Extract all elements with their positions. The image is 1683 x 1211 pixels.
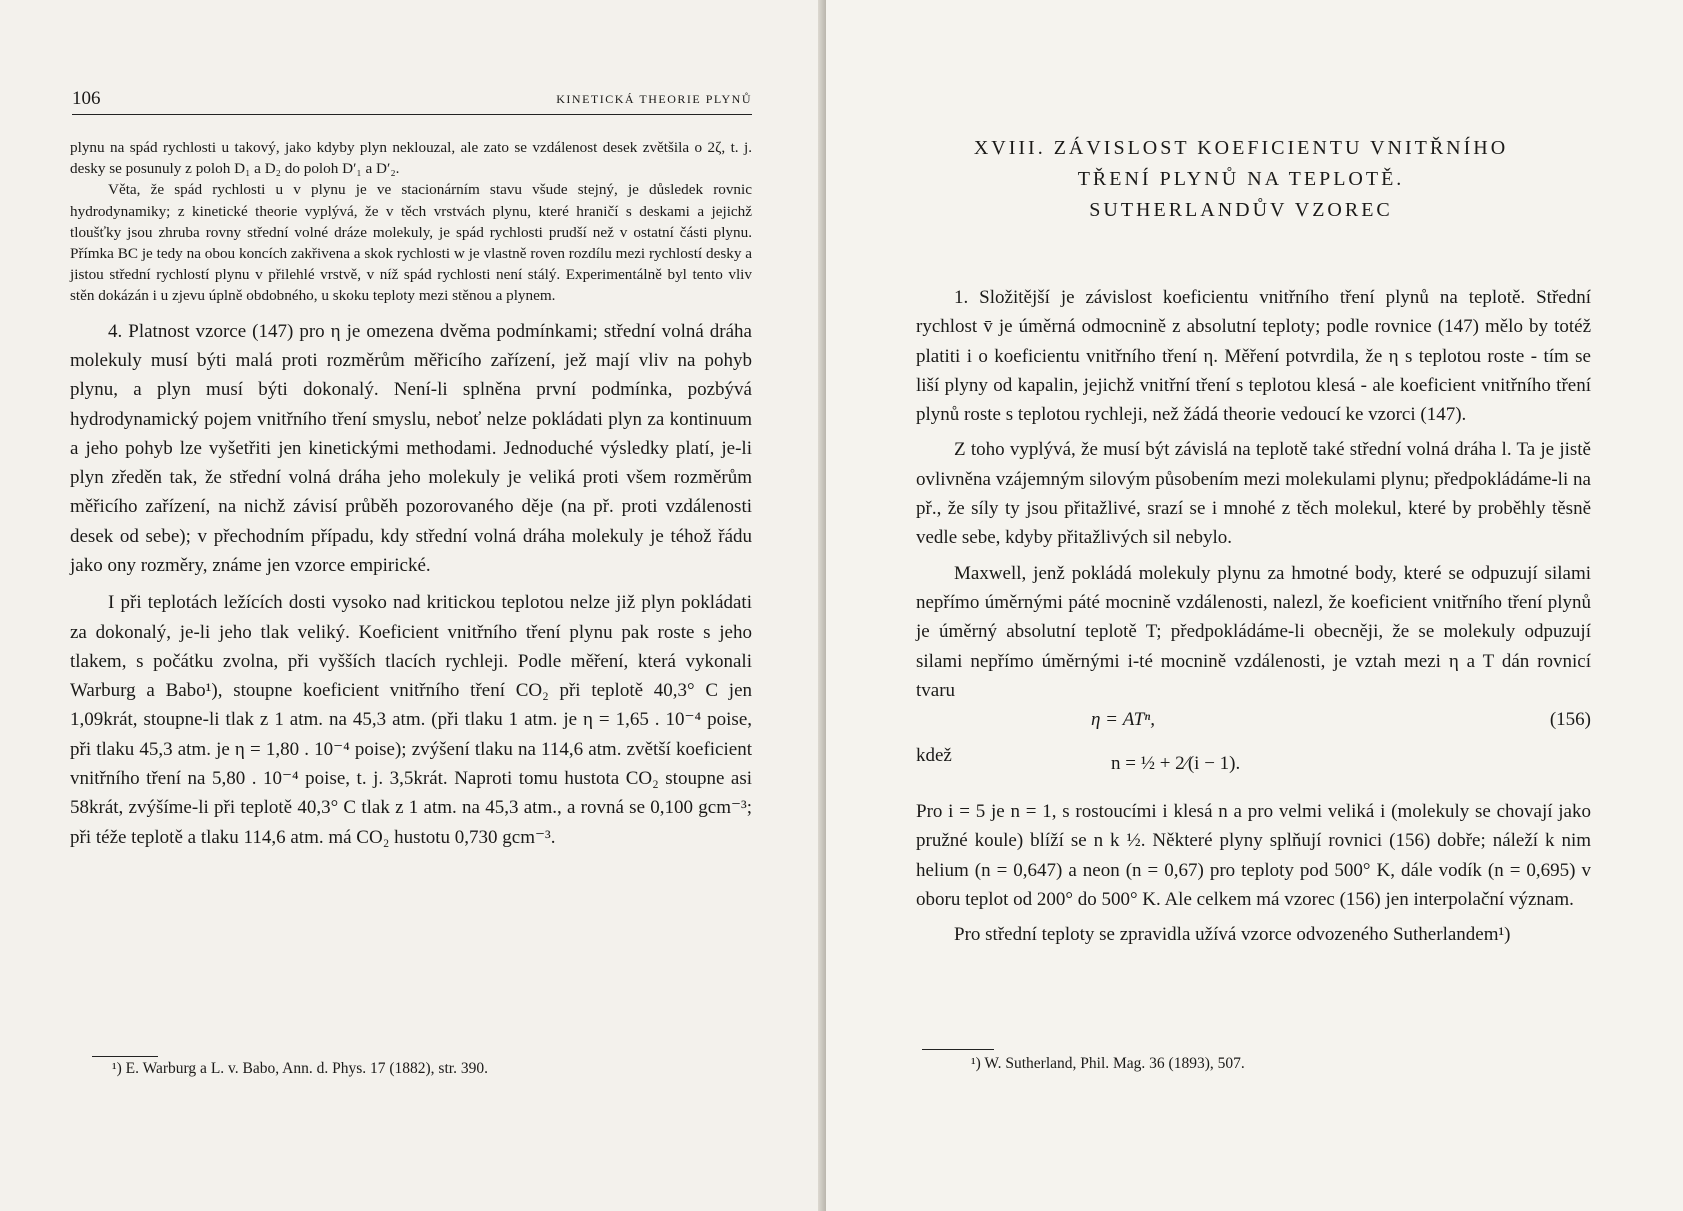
footnote-left: ¹) E. Warburg a L. v. Babo, Ann. d. Phys. 17 (1882), str. 390.	[112, 1060, 488, 1077]
right-body	[916, 283, 1591, 950]
paragraph-sutherland: Pro střední teploty se zpravidla užívá vzorce odvozeného Sutherlandem¹)	[954, 924, 1511, 946]
chapter-title	[896, 133, 1586, 226]
right-page	[826, 0, 1683, 1211]
chapter-title-line-1: XVIII. ZÁVISLOST KOEFICIENTU VNITŘNÍHO	[973, 137, 1509, 159]
footnote-right: ¹) W. Sutherland, Phil. Mag. 36 (1893), 507.	[971, 1055, 1245, 1072]
paragraph-small-2: Věta, že spád rychlosti u v plynu je ve stacionárním stavu všude stejný, je důsledek rovnic hydrodynamiky; z kinetické theorie vyplývá, že v těch vrstvách plynu, které hraničí s deskami a jejichž tloušťky jsou zhruba rovny střední volné dráze molekuly, je spád rychlosti prudší než v ostatní části plynu. Přímka BC je tedy na obou koncích zakřivena a skok rychlosti w je vlastně roven rozdílu mezi rychlostí desky a jistou střední rychlostí plynu v přilehlé vrstvě, v níž spád rychlosti není stálý. Experimentálně byl tento vliv stěn dokázán i u zjevu úplně obdobného, u skoku teploty mezi stěnou a plynem.	[70, 181, 752, 305]
chapter-title-line-2: TŘENÍ PLYNŮ NA TEPLOTĚ.	[1077, 168, 1405, 190]
equation-156-row	[916, 705, 1591, 739]
kdez-label: kdež	[916, 745, 952, 767]
chapter-title-line-3: SUTHERLANDŮV VZOREC	[1089, 199, 1393, 221]
running-head	[72, 88, 752, 115]
paragraph-maxwell: Maxwell, jenž pokládá molekuly plynu za hmotné body, které se odpuzují silami nepřímo úměrnými páté mocnině vzdálenosti, nalezl, že koeficient vnitřního tření plynů je úměrný absolutní teplotě T; předpokládáme-li obecněji, že se molekuly odpuzují silami nepřímo úměrnými i-té mocnině vzdálenosti, je vztah mezi η a T dán rovnicí tvaru	[916, 562, 1591, 701]
paragraph-mean-free-path: Z toho vyplývá, že musí být závislá na teplotě také střední volná dráha l. Ta je jistě ovlivněna vzájemným silovým působením mezi molekulami plynu; předpokládáme-li na př., že síly ty jsou přitažlivé, srazí se i mnohé z těch molekul, které by proběhly těsně vedle sebe, kdyby přitažlivých sil nebylo.	[916, 439, 1591, 549]
paragraph-4: 4. Platnost vzorce (147) pro η je omezena dvěma podmínkami; střední volná dráha molekuly musí býti malá proti rozměrům měřicího zařízení, jež mají vliv na pohyb plynu, a plyn musí býti dokonalý. Není-li splněna první podmínka, pozbývá hydrodynamický pojem vnitřního tření smyslu, neboť nelze pokládati plyn za kontinuum a jeho pohyb lze vyšetřiti jen kinetickými methodami. Jednoduché výsledky platí, je-li plyn zředěn tak, že střední volná dráha jeho molekuly je veliká proti všem rozměrům měřicího zařízení, na nichž závisí průběh pozorovaného děje (na př. proti vzdálenosti desek od sebe); v přechodním případu, kdy střední volná dráha molekuly je téhož řádu jako ony rozměry, známe jen vzorce empirické.	[70, 320, 752, 576]
left-page	[0, 0, 826, 1211]
running-title: KINETICKÁ THEORIE PLYNŮ	[556, 92, 752, 106]
footnote-rule-right	[922, 1049, 994, 1050]
paragraph-pressure: I při teplotách ležících dosti vysoko nad kritickou teplotou nelze již plyn pokládati za dokonalý, je-li jeho tlak veliký. Koeficient vnitřního tření plynu pak roste s jeho tlakem, s počátku zvolna, při vyšších tlacích rychleji. Podle měření, která vykonali Warburg a Babo¹), stoupne koeficient vnitřního tření CO₂ při teplotě 40,3° C jen 1,09krát, stoupne-li tlak z 1 atm. na 45,3 atm. (při tlaku 1 atm. je η = 1,65 . 10⁻⁴ poise, při tlaku 45,3 atm. je η = 1,80 . 10⁻⁴ poise); zvýšení tlaku na 114,6 atm. zvětší koeficient vnitřního tření na 5,80 . 10⁻⁴ poise, t. j. 3,5krát. Naproti tomu hustota CO₂ stoupne asi 58krát, zvýšíme-li při teplotě 40,3° C tlak z 1 atm. na 45,3 atm., a rovná se 0,100 gcm⁻³; při téže teplotě a tlaku 114,6 atm. má CO₂ hustotu 0,730 gcm⁻³.	[70, 592, 752, 848]
page-number: 106	[72, 88, 101, 109]
paragraph-small-1: plynu na spád rychlosti u takový, jako kdyby plyn neklouzal, ale zato se vzdálenost desek zvětšila o 2ζ, t. j. desky se posunuly z poloh D₁ a D₂ do poloh D′₁ a D′₂.	[70, 139, 752, 178]
paragraph-gases: Pro i = 5 je n = 1, s rostoucími i klesá n a pro velmi veliká i (molekuly se chovají jako pružné koule) blíží se n k ½. Některé plyny splňují rovnici (156) dobře; náleží k nim helium (n = 0,647) a neon (n = 0,67) pro teploty pod 500° K, dále vodík (n = 0,695) v oboru teplot od 200° do 500° K. Ale celkem má vzorec (156) jen interpolační význam.	[916, 801, 1591, 911]
equation-n: n = ½ + 2⁄(i − 1).	[1111, 753, 1241, 775]
equation-number: (156)	[1549, 709, 1591, 731]
footnote-rule	[92, 1056, 158, 1057]
equation-n-row	[916, 739, 1591, 797]
paragraph-1: 1. Složitější je závislost koeficientu vnitřního tření plynů na teplotě. Střední rychlost v̄ je úměrná odmocnině z absolutní teploty; podle rovnice (147) mělo by totéž platiti i o koeficientu vnitřního tření η. Měření potvrdila, že η s teplotou roste - tím se liší plyny od kapalin, jejichž vnitřní tření s teplotou klesá - ale koeficient vnitřního tření plynů roste s teplotou rychleji, než žádá theorie vedoucí ke vzorci (147).	[916, 287, 1591, 426]
equation-156: η = ATⁿ,	[1091, 709, 1155, 731]
left-body	[70, 137, 752, 852]
